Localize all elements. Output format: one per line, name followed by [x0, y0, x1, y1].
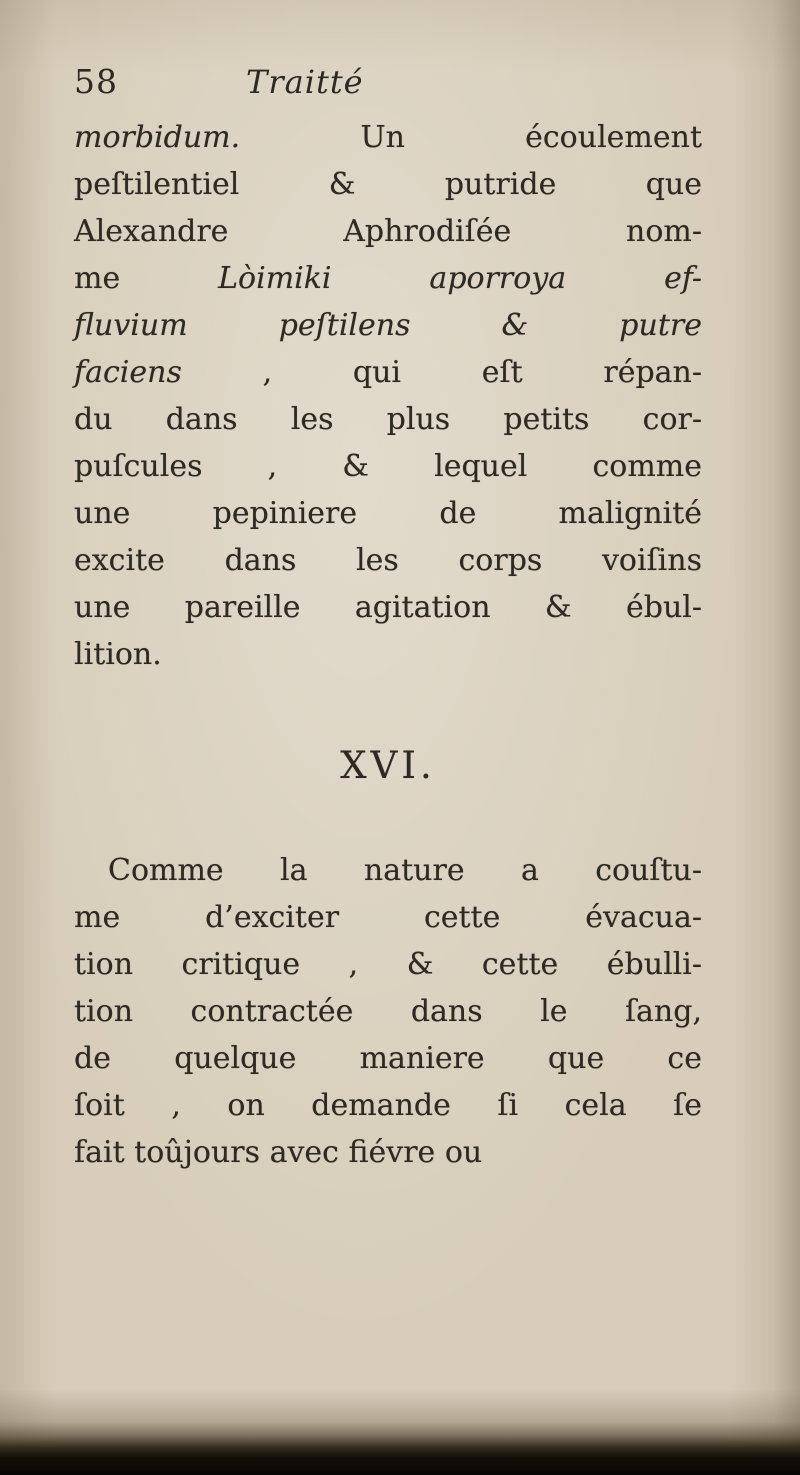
text-segment: excite dans les corps voiſins [74, 543, 702, 578]
text-segment: une pepiniere de malignité [74, 496, 702, 531]
text-segment: de quelque maniere que ce [74, 1041, 702, 1076]
text-line [74, 208, 702, 255]
text-line [74, 1082, 702, 1129]
text-segment: du dans les plus petits cor- [74, 402, 702, 437]
paragraph-continuation [74, 114, 702, 678]
text-segment: fait toûjours avec fiévre ou [74, 1135, 483, 1170]
text-segment: lition. [74, 637, 162, 672]
text-line [74, 349, 702, 396]
text-line [74, 302, 702, 349]
text-segment: une pareille agitation & ébul- [74, 590, 702, 625]
text-segment: tion contractée dans le ſang, [74, 994, 702, 1029]
paragraph-body [74, 847, 702, 1176]
text-line [74, 443, 702, 490]
text-segment: morbidum. [74, 120, 241, 155]
text-segment: puſcules , & lequel comme [74, 449, 702, 484]
text-line [74, 584, 702, 631]
text-segment: Un écoulement [240, 120, 702, 155]
text-segment: peſtilentiel & putride que [74, 167, 702, 202]
text-segment: fluvium peſtilens & putre [74, 308, 702, 343]
text-line [74, 114, 702, 161]
text-line [74, 396, 702, 443]
text-line [74, 941, 702, 988]
text-line [74, 1035, 702, 1082]
text-segment: tion critique , & cette ébulli- [74, 947, 702, 982]
page-edge-shading [774, 0, 800, 1475]
text-line [74, 490, 702, 537]
text-line [74, 988, 702, 1035]
text-block [74, 58, 702, 1176]
running-title: Traitté [246, 63, 364, 101]
text-line [74, 894, 702, 941]
text-segment: Lòimiki aporroya ef- [218, 261, 702, 296]
text-line [74, 161, 702, 208]
page-header [74, 58, 702, 106]
text-segment: ſoit , on demande ſi cela ſe [74, 1088, 702, 1123]
text-line [74, 255, 702, 302]
text-segment: , qui eſt répan- [181, 355, 702, 390]
text-line [74, 847, 702, 894]
text-line [74, 537, 702, 584]
text-segment: Comme la nature a couſtu- [108, 853, 702, 888]
text-segment: me d’exciter cette évacua- [74, 900, 702, 935]
section-heading: XVI. [340, 744, 436, 787]
text-line [74, 631, 702, 678]
text-segment: me [74, 261, 219, 296]
page-number: 58 [74, 62, 118, 101]
page-bottom-shadow [0, 1389, 800, 1475]
text-line [74, 1129, 702, 1176]
text-segment: faciens [74, 355, 182, 390]
text-segment: Alexandre Aphrodiſée nom- [74, 214, 702, 249]
